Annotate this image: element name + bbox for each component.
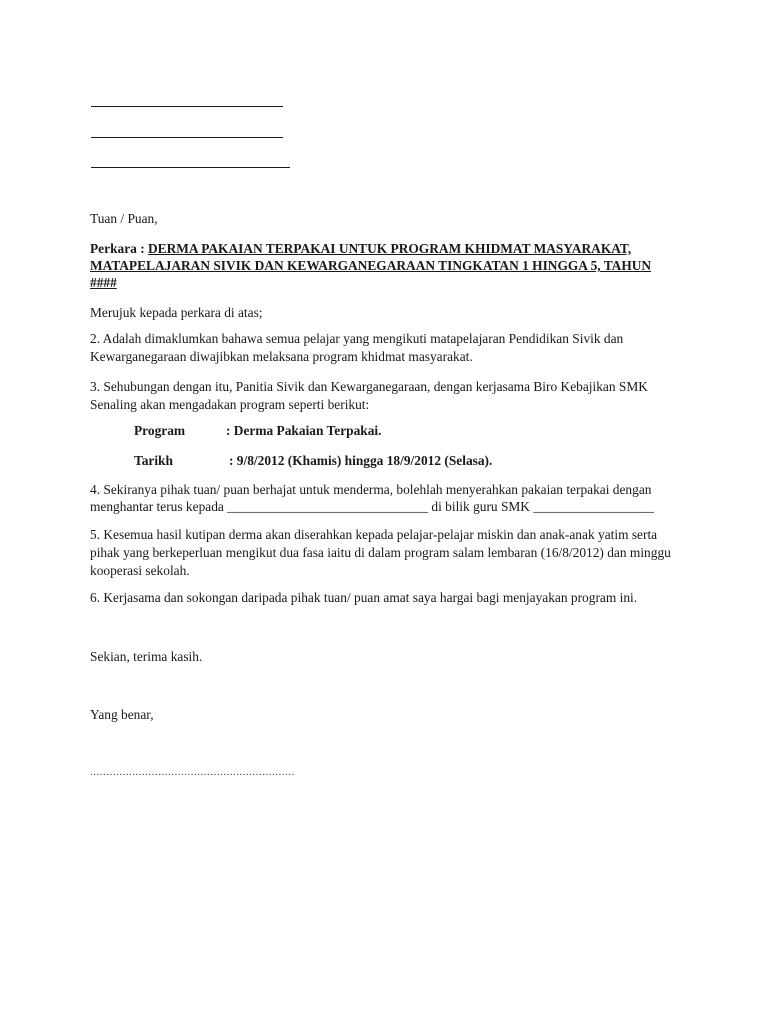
paragraph-4-line-1: 4. Sekiranya pihak tuan/ puan berhajat untuk menderma, bolehlah menyerahkan pakaian terpakai dengan bbox=[90, 482, 652, 497]
paragraph-5: 5. Kesemua hasil kutipan derma akan diserahkan kepada pelajar-pelajar miskin dan anak-anak yatim serta pihak yang berkeperluan mengikut dua fasa iaitu di dalam program salam lembaran (16/8/2012) dan minggu kooperasi sekolah. bbox=[90, 527, 671, 578]
paragraph-6: 6. Kerjasama dan sokongan daripada pihak tuan/ puan amat saya hargai bagi menjayakan program ini. bbox=[90, 590, 638, 605]
subject bbox=[90, 240, 631, 257]
closing-text: Sekian, terima kasih. bbox=[90, 649, 203, 664]
address-line-3 bbox=[91, 167, 290, 168]
subject-line-2: MATAPELAJARAN SIVIK DAN KEWARGANEGARAAN TINGKATAN 1 HINGGA 5, TAHUN bbox=[90, 258, 652, 273]
subject-label: Perkara : bbox=[90, 241, 149, 256]
intro-text: Merujuk kepada perkara di atas; bbox=[90, 305, 263, 320]
salutation: Tuan / Puan, bbox=[90, 211, 158, 226]
address-line-1 bbox=[91, 106, 283, 107]
signoff-text: Yang benar, bbox=[90, 707, 154, 722]
address-line-2 bbox=[91, 137, 283, 138]
subject-line-1: DERMA PAKAIAN TERPAKAI UNTUK PROGRAM KHIDMAT MASYARAKAT, bbox=[148, 241, 632, 256]
paragraph-2: 2. Adalah dimaklumkan bahawa semua pelajar yang mengikuti matapelajaran Pendidikan Sivik dan Kewarganegaraan diwajibkan melaksana program khidmat masyarakat. bbox=[90, 331, 624, 364]
program-label: Program bbox=[134, 423, 186, 438]
subject-line-3: #### bbox=[90, 275, 117, 290]
tarikh-value: : 9/8/2012 (Khamis) hingga 18/9/2012 (Selasa). bbox=[229, 453, 493, 468]
paragraph-3: 3. Sehubungan dengan itu, Panitia Sivik dan Kewarganegaraan, dengan kerjasama Biro Kebajikan SMK Senaling akan mengadakan program seperti berikut: bbox=[90, 379, 648, 412]
paragraph-4-line-2: menghantar terus kepada ______________________________ di bilik guru SMK __________________ bbox=[90, 499, 654, 514]
tarikh-label: Tarikh bbox=[134, 453, 173, 468]
detail-tarikh bbox=[134, 452, 492, 470]
detail-program bbox=[134, 422, 382, 440]
signature-line: ............................................................... bbox=[90, 766, 295, 778]
program-value: : Derma Pakaian Terpakai. bbox=[226, 423, 382, 438]
